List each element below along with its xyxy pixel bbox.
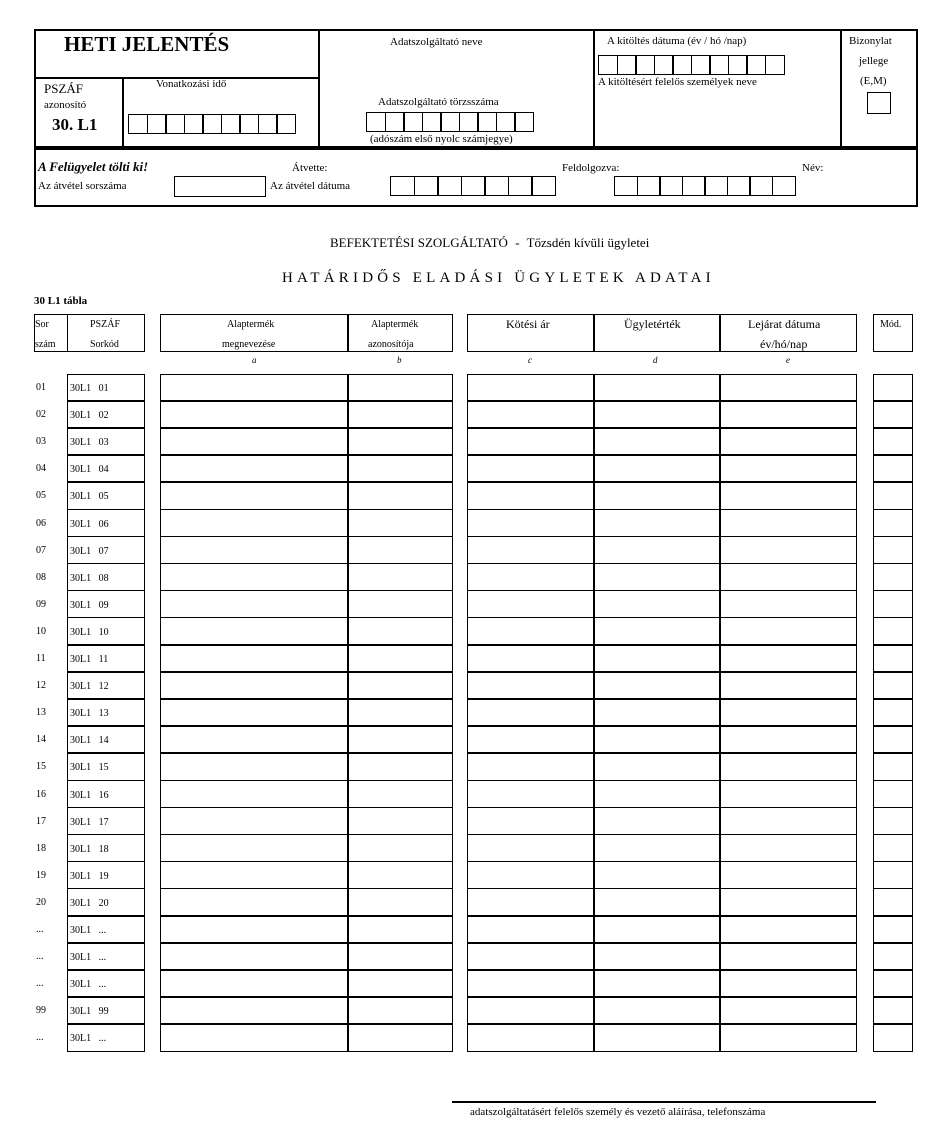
row-number: 02 [36,409,46,421]
row-separator [160,752,453,754]
vonatkozasi-ido-field[interactable] [128,114,295,134]
row-number: 17 [36,815,46,827]
col-letter-a: a [252,355,257,365]
row-separator [67,536,145,538]
row-separator [67,834,145,836]
row-number: 03 [36,436,46,448]
row-separator [467,942,857,944]
row-separator [873,427,913,429]
atvetel-datuma-label: Az átvétel dátuma [270,180,351,192]
row-code: 30L1 11 [70,654,109,665]
felelos-nev-label: A kitöltésért felelős személyek neve [598,76,757,88]
header-divider [318,29,320,148]
bizonylat-label: jellege [859,55,889,67]
row-separator [873,725,913,727]
row-number: 11 [36,653,46,664]
col-e-header: év/hó/nap [760,337,808,351]
row-separator [160,671,453,673]
row-separator [160,807,453,809]
row-code: 30L1 09 [70,599,109,611]
signature-line [452,1101,876,1103]
row-separator [160,969,453,971]
row-separator [160,427,453,429]
row-separator [67,888,145,890]
row-number: 20 [36,896,46,908]
row-separator [467,834,857,836]
signature-caption: adatszolgáltatásért felelős személy és vezető aláírása, telefonszáma [470,1106,766,1118]
row-separator [467,752,857,754]
row-number: 08 [36,571,46,583]
row-number: 09 [36,598,46,610]
row-code: 30L1 06 [70,518,109,530]
row-separator [160,915,453,917]
row-number: 19 [36,869,46,881]
row-code: 30L1 08 [70,572,109,584]
subtitle-separator: - [515,235,520,250]
row-code: 30L1 15 [70,762,109,774]
row-separator [67,861,145,863]
col-a-header: Alaptermék [227,319,275,330]
torzsszam-note: (adószám első nyolc számjegye) [370,133,513,145]
row-code: 30L1 13 [70,708,109,720]
row-separator [873,454,913,456]
row-code: 30L1 14 [70,735,109,747]
row-separator [160,780,453,782]
vonatkozasi-ido-label: Vonatkozási idő [156,78,227,90]
header-divider [122,77,124,148]
row-separator [160,861,453,863]
row-separator [873,888,913,890]
row-separator [467,590,857,592]
row-separator [873,752,913,754]
row-separator [873,834,913,836]
row-separator [67,481,145,483]
header-divider [593,29,595,148]
row-separator [160,725,453,727]
row-number: 07 [36,544,46,556]
row-separator [873,996,913,998]
row-number: 01 [36,382,46,393]
row-separator [873,915,913,917]
row-separator [67,1023,145,1025]
row-separator [873,481,913,483]
row-separator [873,644,913,646]
col-letter-e: e [786,355,790,365]
row-separator [467,427,857,429]
row-separator [873,942,913,944]
table-body-cde-frame [467,374,857,1052]
col-pszaf-header: PSZÁF [90,319,121,330]
row-number: 04 [36,463,46,475]
row-number: 12 [36,680,46,692]
row-separator [67,915,145,917]
row-separator [160,400,453,402]
row-separator [873,698,913,700]
subtitle-line2: HATÁRIDŐS ELADÁSI ÜGYLETEK ADATAI [282,270,715,286]
row-separator [160,481,453,483]
row-separator [67,752,145,754]
row-separator [873,617,913,619]
table-body-divider [593,374,595,1052]
row-separator [160,644,453,646]
row-separator [873,563,913,565]
row-separator [467,481,857,483]
table-body-divider [719,374,721,1052]
col-b-header: azonosítója [368,339,414,350]
bizonylat-jellege-field[interactable] [867,92,891,114]
row-separator [67,617,145,619]
subtitle-line1 [330,236,649,249]
row-separator [160,590,453,592]
row-number: 18 [36,842,46,854]
row-code: 30L1 10 [70,626,109,638]
row-number: 13 [36,707,46,719]
row-separator [467,644,857,646]
row-separator [67,725,145,727]
row-separator [67,400,145,402]
table-label: 30 L1 tábla [34,295,88,307]
row-code: 30L1 19 [70,870,109,882]
row-code: 30L1 20 [70,897,109,909]
nev-label: Név: [802,162,824,174]
row-code: 30L1 ... [70,979,107,991]
col-a-header: megnevezése [222,339,276,350]
row-separator [67,698,145,700]
row-separator [467,698,857,700]
atvetel-datuma-field[interactable] [390,176,555,196]
row-separator [160,454,453,456]
row-code: 30L1 04 [70,464,109,476]
row-number: 05 [36,490,46,502]
row-separator [873,590,913,592]
torzsszam-field[interactable] [366,112,533,132]
row-code: 30L1 ... [70,1033,107,1045]
row-number: 15 [36,761,46,773]
row-separator [467,780,857,782]
row-number: 06 [36,517,46,529]
row-separator [467,509,857,511]
report-title: HETI JELENTÉS [64,32,230,56]
row-separator [467,1023,857,1025]
row-separator [160,996,453,998]
bizonylat-label: Bizonylat [849,35,892,47]
row-separator [467,454,857,456]
row-separator [873,400,913,402]
atvette-label: Átvette: [292,162,328,174]
col-letter-d: d [653,355,658,365]
subtitle-otc: Tőzsdén kívüli ügyletei [526,235,650,250]
subtitle-provider: BEFEKTETÉSI SZOLGÁLTATÓ [330,235,508,250]
col-b-header: Alaptermék [371,319,419,330]
row-code: 30L1 07 [70,545,109,557]
row-separator [67,563,145,565]
row-separator [160,834,453,836]
col-letter-b: b [397,355,402,365]
row-number: ... [36,924,44,935]
row-separator [67,590,145,592]
row-number: ... [36,951,44,963]
col-c-header: Kötési ár [506,317,550,331]
feldolgozva-field[interactable] [614,176,794,196]
row-separator [873,536,913,538]
row-number: 14 [36,734,46,746]
row-separator [467,671,857,673]
row-number: 10 [36,625,46,637]
row-separator [160,1023,453,1025]
row-separator [467,807,857,809]
row-code: 30L1 ... [70,952,107,964]
header-divider [840,29,842,148]
row-separator [873,1023,913,1025]
feldolgozva-label: Feldolgozva: [562,162,620,174]
row-separator [67,969,145,971]
row-separator [873,780,913,782]
row-separator [160,536,453,538]
row-code: 30L1 ... [70,925,107,936]
torzsszam-label: Adatszolgáltató törzsszáma [378,96,499,108]
row-code: 30L1 99 [70,1006,109,1018]
table-body-divider [347,374,349,1052]
row-code: 30L1 18 [70,843,109,855]
col-letter-c: c [528,355,532,365]
atvetel-sorszama-label: Az átvétel sorszáma [38,180,127,192]
row-separator [67,996,145,998]
row-separator [67,780,145,782]
row-separator [67,509,145,511]
row-separator [873,671,913,673]
row-separator [467,617,857,619]
bizonylat-label: (E,M) [860,75,887,87]
col-sor-header: szám [35,339,56,350]
row-separator [467,536,857,538]
felugyelet-title: A Felügyelet tölti ki! [38,159,149,174]
table-body-mod-col [873,374,913,1052]
row-separator [873,861,913,863]
row-code: 30L1 01 [70,383,109,394]
col-e-header: Lejárat dátuma [748,317,821,331]
azonosito-label: azonosító [44,99,87,111]
col-d-header: Ügyletérték [624,317,681,331]
row-separator [160,617,453,619]
row-code: 30L1 17 [70,816,109,828]
row-number: ... [36,978,44,990]
row-separator [467,725,857,727]
row-separator [467,888,857,890]
row-separator [873,807,913,809]
kitoltes-datuma-field[interactable] [598,55,783,75]
row-separator [160,942,453,944]
row-number: 99 [36,1005,46,1017]
kitoltes-datuma-label: A kitöltés dátuma (év / hó /nap) [607,35,747,47]
row-separator [160,509,453,511]
atvetel-sorszama-field[interactable] [174,176,266,197]
col-sor-header: Sor [35,319,49,330]
row-separator [67,671,145,673]
row-separator [873,509,913,511]
row-code: 30L1 03 [70,437,109,449]
row-separator [67,454,145,456]
row-number: ... [36,1032,44,1044]
row-separator [67,427,145,429]
row-code: 30L1 16 [70,789,109,801]
row-separator [160,888,453,890]
row-separator [467,915,857,917]
row-code: 30L1 05 [70,491,109,503]
row-separator [67,807,145,809]
adatszolgaltato-neve-label: Adatszolgáltató neve [390,36,483,48]
row-separator [467,861,857,863]
row-separator [160,563,453,565]
pszaf-label: PSZÁF [44,81,84,96]
row-separator [467,563,857,565]
row-code: 30L1 02 [70,410,109,422]
table-body-ab-frame [160,374,453,1052]
row-separator [67,942,145,944]
row-separator [467,996,857,998]
row-separator [160,698,453,700]
row-number: 16 [36,788,46,800]
row-separator [467,969,857,971]
row-separator [873,969,913,971]
row-separator [467,400,857,402]
col-pszaf-header: Sorkód [90,339,119,350]
col-mod-header: Mód. [880,319,902,330]
form-code: 30. L1 [52,115,98,134]
row-code: 30L1 12 [70,681,109,693]
row-separator [67,644,145,646]
